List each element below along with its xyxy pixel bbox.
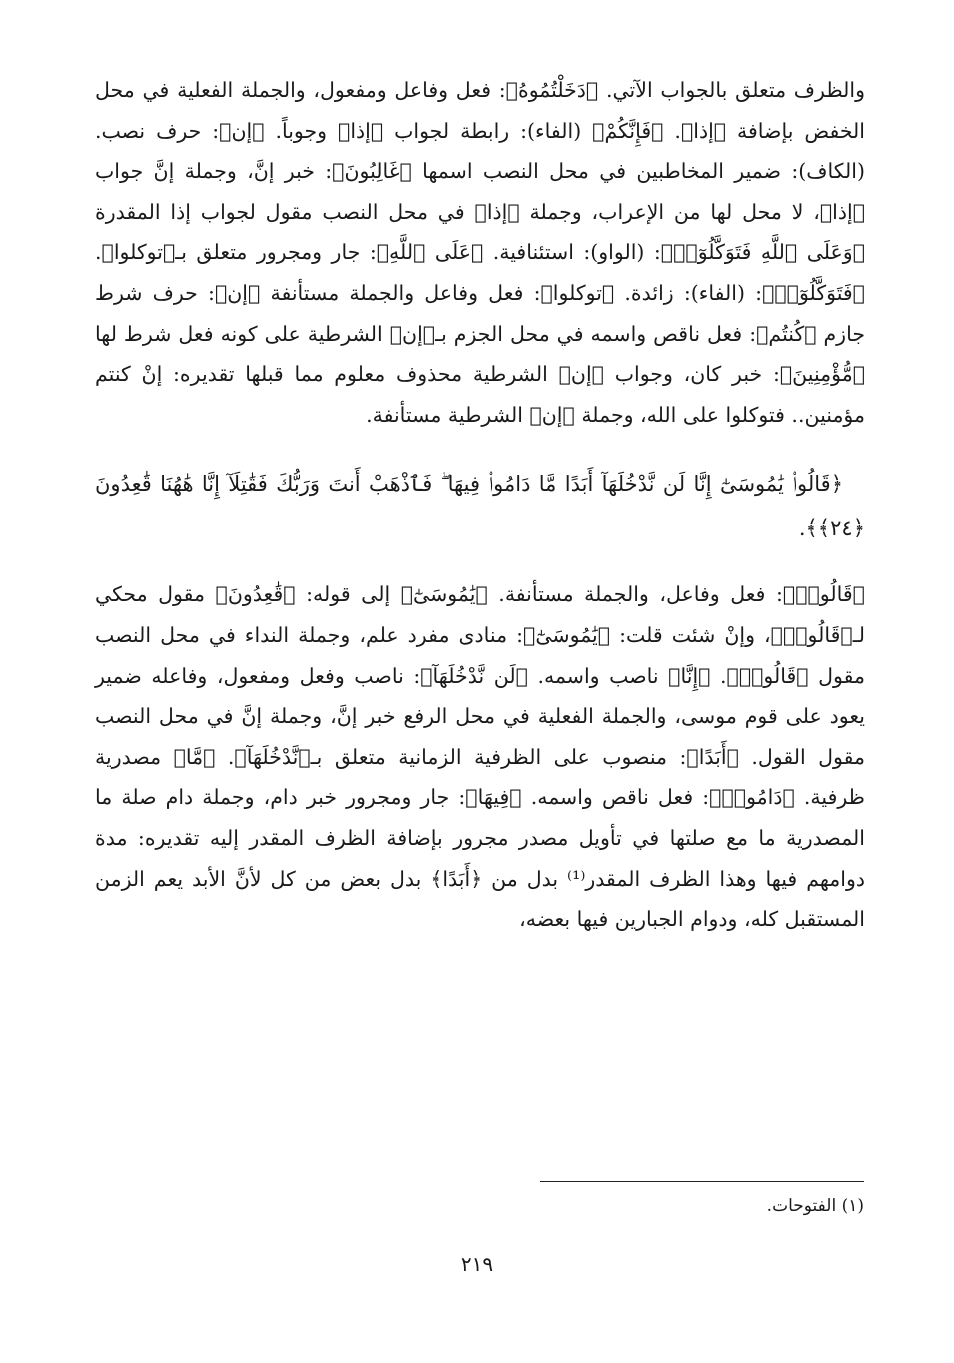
page-number: ٢١٩ [460, 1252, 494, 1276]
commentary-paragraph-2: ﴿قَالُوا۟﴾: فعل وفاعل، والجملة مستأنفة. ﴿يَٰمُوسَىٰٓ﴾ إلى قوله: ﴿قَٰعِدُونَ﴾ مقول محكي لـ﴿قَالُوا۟﴾، وإنْ شئت قلت: ﴿يَٰمُوسَىٰٓ﴾: منادى مفرد علم، وجملة النداء في محل النصب مقول ﴿قَالُوا۟﴾. ﴿إِنَّا﴾ ناصب واسمه. ﴿لَن نَّدْخُلَهَآ﴾: ناصب وفعل ومفعول، وفاعله ضمير يعود على قوم موسى، والجملة الفعلية في محل الرفع خبر إنَّ، وجملة إنَّ في محل النصب مقول القول. ﴿أَبَدًا﴾: منصوب على الظرفية الزمانية متعلق بـ﴿نَّدْخُلَهَآ﴾. ﴿مَّا﴾ مصدرية ظرفية. ﴿دَامُوا۟﴾: فعل ناقص واسمه. ﴿فِيهَا﴾: جار ومجرور خبر دام، وجملة دام صلة ما المصدرية ما مع صلتها في تأويل مصدر مجرور بإضافة الظرف المقدر إليه تقديره: مدة دوامهم فيها وهذا الظرف المقدر⁽¹⁾ بدل من ﴿أَبَدًا﴾ بدل بعض من كل لأنَّ الأبد يعم الزمن المستقبل كله، ودوام الجبارين فيها بعضه، [95, 582, 865, 932]
spacer [95, 435, 865, 462]
footnote: (١) الفتوحات. [766, 1196, 864, 1216]
commentary-paragraph-1: والظرف متعلق بالجواب الآتي. ﴿دَخَلْتُمُوهُ﴾: فعل وفاعل ومفعول، والجملة الفعلية في محل الخفض بإضافة ﴿إذا﴾. ﴿فَإِنَّكُمْ﴾ (الفاء): رابطة لجواب ﴿إذا﴾ وجوباً. ﴿إن﴾: حرف نصب. (الكاف): ضمير المخاطبين في محل النصب اسمها ﴿غَالِبُونَ﴾: خبر إنَّ، وجملة إنَّ جواب ﴿إذا﴾، لا محل لها من الإعراب، وجملة ﴿إذا﴾ في محل النصب مقول لجواب إذا المقدرة ﴿وَعَلَى ٱللَّهِ فَتَوَكَّلُوٓا۟﴾: (الواو): استئنافية. ﴿عَلَى ٱللَّهِ﴾: جار ومجرور متعلق بـ﴿توكلوا﴾. ﴿فَتَوَكَّلُوٓا۟﴾: (الفاء): زائدة. ﴿توكلوا﴾: فعل وفاعل والجملة مستأنفة ﴿إن﴾: حرف شرط جازم ﴿كُنتُم﴾: فعل ناقص واسمه في محل الجزم بـ﴿إن﴾ الشرطية على كونه فعل شرط لها ﴿مُّؤْمِنِينَ﴾: خبر كان، وجواب ﴿إن﴾ الشرطية محذوف معلوم مما قبلها تقديره: إنْ كنتم مؤمنين.. فتوكلوا على الله، وجملة ﴿إن﴾ الشرطية مستأنفة. [95, 78, 865, 427]
spacer [95, 550, 865, 574]
quran-verse: ﴿قَالُوا۟ يَٰمُوسَىٰٓ إِنَّا لَن نَّدْخُلَهَآ أَبَدًا مَّا دَامُوا۟ فِيهَا ۖ فَٱذْهَبْ أَنتَ وَرَبُّكَ فَقَٰتِلَآ إِنَّا هَٰهُنَا قَٰعِدُونَ ﴿٢٤﴾﴾. [95, 472, 865, 541]
page-body [95, 70, 865, 940]
footnote-divider [540, 1181, 864, 1182]
